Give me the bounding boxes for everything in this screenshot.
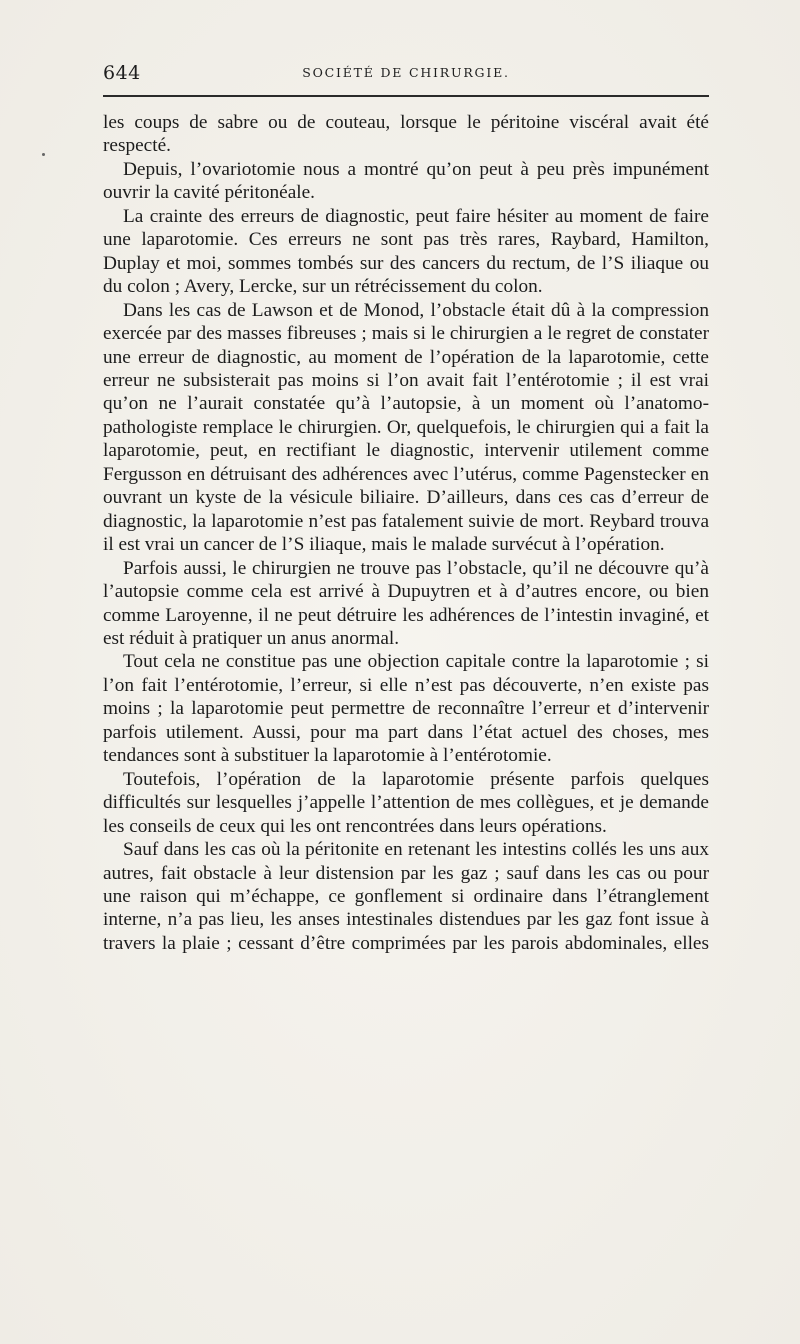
- paragraph-continuation: les coups de sabre ou de couteau, lorsque le péritoine viscéral avait été respecté.: [103, 112, 709, 157]
- paragraph: Dans les cas de Lawson et de Monod, l’obstacle était dû à la compression exercée par des masses fibreuses ; mais si le chirurgien a le regret de constater une erreur de diagnostic, au moment de l’opération de la laparotomie, cette erreur ne subsisterait pas moins si l’on avait fait l’entérotomie ; il est vrai qu’on ne l’aurait constatée qu’à l’autopsie, à un moment où l’anatomo-pathologiste remplace le chirurgien. Or, quelquefois, le chirurgien qui a fait la laparotomie, peut, en rectifiant le diagnostic, intervenir utilement comme Fergusson en détruisant des adhérences avec l’utérus, comme Pagenstecker en ouvrant un kyste de la vésicule biliaire. D’ailleurs, dans ces cas d’erreur de diagnostic, la laparotomie n’est pas fatalement suivie de mort. Reybard trouva il est vrai un cancer de l’S iliaque, mais le malade survécut à l’opération.: [103, 299, 709, 556]
- paragraph: Parfois aussi, le chirurgien ne trouve pas l’obstacle, qu’il ne découvre qu’à l’autopsie comme cela est arrivé à Dupuytren et à d’autres encore, ou bien comme Laroyenne, il ne peut détruire les adhérences de l’intestin invaginé, et est réduit à pratiquer un anus anormal.: [103, 557, 709, 649]
- page-header: [103, 56, 709, 88]
- body-text: [103, 111, 709, 955]
- paragraph: Tout cela ne constitue pas une objection capitale contre la laparotomie ; si l’on fait l’entérotomie, l’erreur, si elle n’est pas découverte, n’en existe pas moins ; la laparotomie peut permettre de reconnaître l’erreur et d’intervenir parfois utilement. Aussi, pour ma part dans l’état actuel des choses, mes tendances sont à substituer la laparotomie à l’entérotomie.: [103, 651, 709, 767]
- paragraph: Toutefois, l’opération de la laparotomie présente parfois quelques difficultés sur lesquelles j’appelle l’attention de mes collègues, et je demande les conseils de ceux qui les ont rencontrées dans leurs opérations.: [103, 768, 709, 837]
- page-number: 644: [103, 62, 141, 84]
- paragraph: La crainte des erreurs de diagnostic, peut faire hésiter au moment de faire une laparotomie. Ces erreurs ne sont pas très rares, Raybard, Hamilton, Duplay et moi, sommes tombés sur des cancers du rectum, de l’S iliaque ou du colon ; Avery, Lercke, sur un rétrécissement du colon.: [103, 205, 709, 298]
- print-speck: [42, 153, 45, 156]
- running-head: SOCIÉTÉ DE CHIRURGIE.: [302, 65, 510, 80]
- header-rule: [103, 95, 709, 97]
- paragraph: Sauf dans les cas où la péritonite en retenant les intestins collés les uns aux autres, fait obstacle à leur distension par les gaz ; sauf dans les cas ou pour une raison qui m’échappe, ce gonflement si ordinaire dans l’étranglement interne, n’a pas lieu, les anses intestinales distendues par les gaz font issue à travers la plaie ; cessant d’être comprimées par les parois abdominales, elles: [103, 839, 709, 954]
- paragraph: Depuis, l’ovariotomie nous a montré qu’on peut à peu près impunément ouvrir la cavité péritonéale.: [103, 158, 709, 204]
